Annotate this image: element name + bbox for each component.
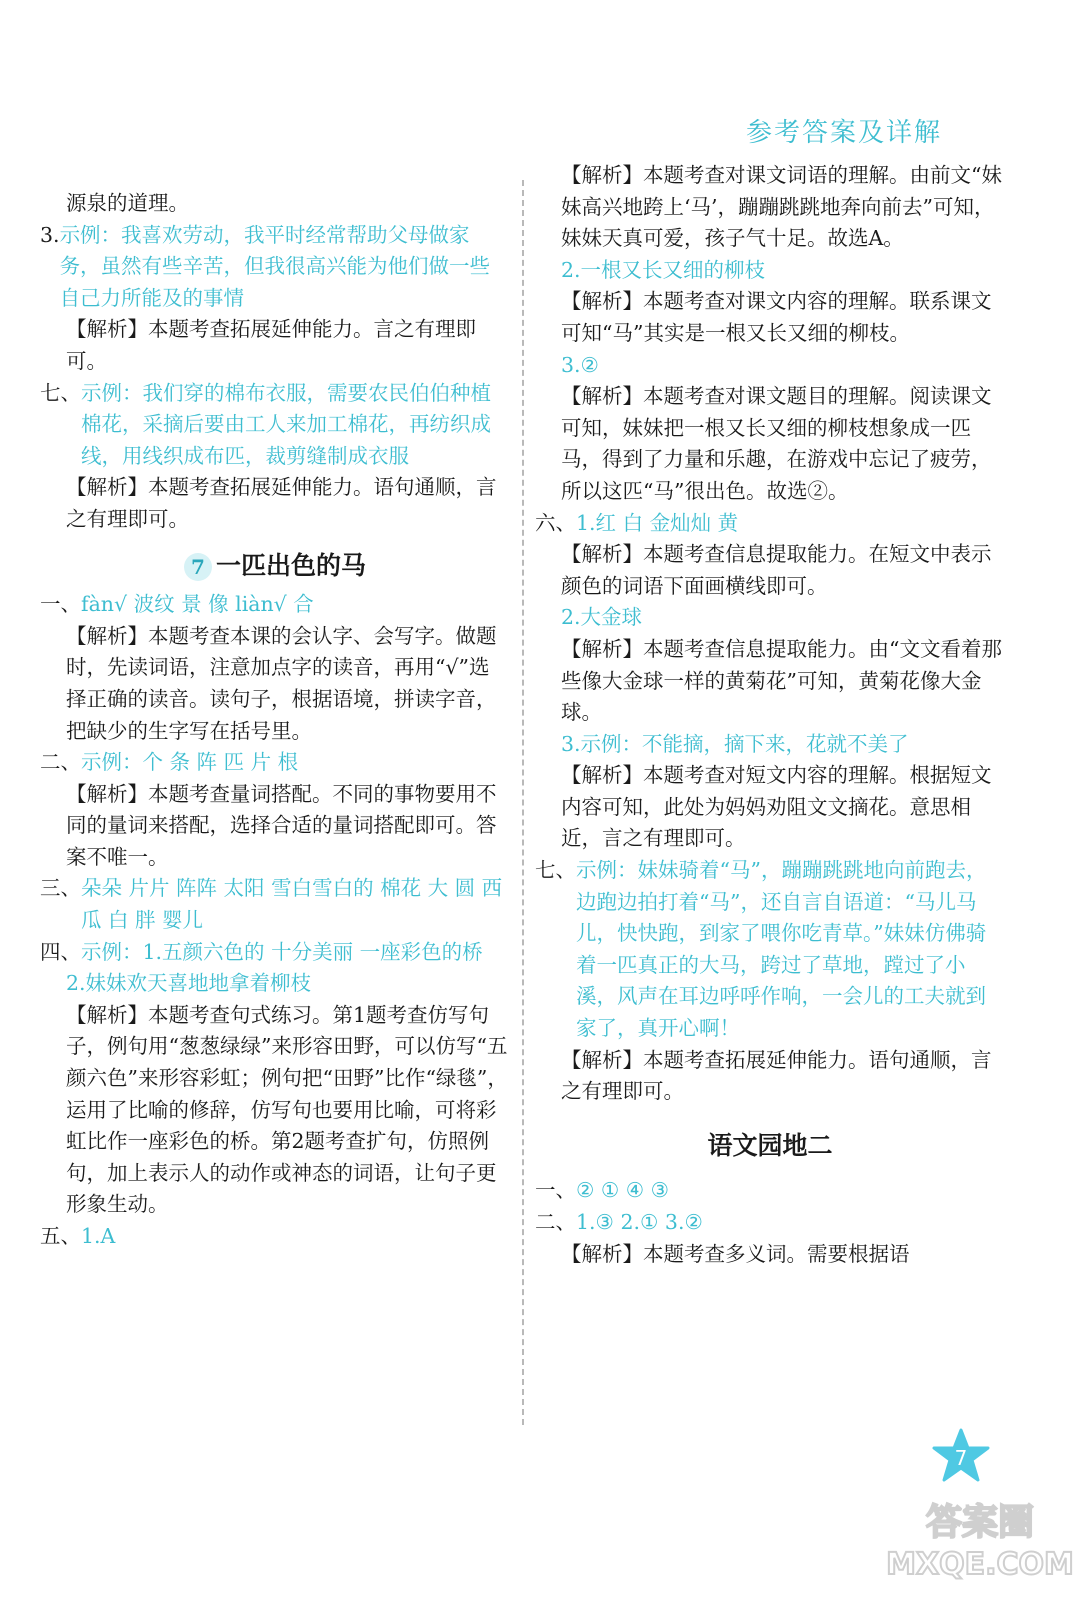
- question-number: 四、: [40, 939, 81, 964]
- explanation-line: [535, 1239, 1005, 1271]
- answer-text: 2.一根又长又细的柳枝: [561, 257, 766, 282]
- explanation-line: [40, 779, 510, 874]
- answer-text: ② ① ④ ③: [576, 1178, 670, 1203]
- answer-line: [535, 602, 1005, 634]
- answer-text: 1.红 白 金灿灿 黄: [576, 510, 739, 535]
- lesson-title: [40, 550, 510, 582]
- explanation-text: 【解析】本题考查本课的会认字、会写字。做题时，先读词语，注意加点字的读音，再用“√”选择正确的读音。读句子，根据语境，拼读字音，把缺少的生字写在括号里。: [66, 623, 497, 743]
- answer-text: 示例：1.五颜六色的 十分美丽 一座彩色的桥: [81, 939, 483, 964]
- page-header-title: 参考答案及详解: [745, 118, 942, 148]
- question-number: 一、: [535, 1178, 576, 1203]
- answer-text: 朵朵 片片 阵阵 太阳 雪白雪白的 棉花 大 圆 西瓜 白 胖 婴儿: [81, 876, 503, 933]
- explanation-line: [40, 1000, 510, 1221]
- explanation-line: [40, 472, 510, 535]
- answer-line: [535, 255, 1005, 287]
- lesson-title-text: 一匹出色的马: [215, 550, 366, 580]
- lesson-number-badge: 7: [184, 553, 212, 581]
- answer-line: [40, 747, 510, 779]
- page-number-star-icon: [932, 1428, 990, 1486]
- answer-line: [40, 873, 510, 936]
- explanation-text: 【解析】本题考查拓展延伸能力。语句通顺，言之有理即可。: [561, 1047, 992, 1104]
- watermark-logo: [885, 1492, 1075, 1582]
- explanation-text: 【解析】本题考查量词搭配。不同的事物要用不同的量词来搭配，选择合适的量词搭配即可。答案不唯一。: [66, 781, 497, 869]
- answer-text: 1.A: [81, 1224, 116, 1248]
- svg-text:MXQE.COM: MXQE.COM: [886, 1547, 1074, 1582]
- explanation-text: 源泉的道理。: [66, 191, 189, 215]
- explanation-line: [535, 539, 1005, 602]
- right-column: [535, 160, 1005, 1270]
- explanation-line: [535, 286, 1005, 349]
- answer-text: fàn√ 波纹 景 像 liàn√ 合: [81, 592, 314, 617]
- answer-line: [535, 855, 1005, 1045]
- explanation-line: [535, 634, 1005, 729]
- question-number: 3.: [40, 222, 60, 247]
- question-number: 二、: [40, 750, 81, 775]
- answer-line: [535, 1207, 1005, 1239]
- explanation-line: [40, 621, 510, 747]
- explanation-text: 【解析】本题考查对短文内容的理解。根据短文内容可知，此处为妈妈劝阻文文摘花。意思相近，言之有理即可。: [561, 763, 992, 851]
- answer-text: 示例：我们穿的棉布衣服，需要农民伯伯种植棉花，采摘后要由工人来加工棉花，再纺织成线，用线织成布匹，裁剪缝制成衣服: [81, 380, 491, 468]
- question-number: 二、: [535, 1210, 576, 1234]
- explanation-text: 【解析】本题考查信息提取能力。由“文文看着那些像大金球一样的黄菊花”可知，黄菊花像大金球。: [561, 636, 1002, 725]
- explanation-text: 【解析】本题考查拓展延伸能力。语句通顺，言之有理即可。: [66, 475, 497, 531]
- left-column: [40, 188, 510, 1253]
- answer-line: [40, 220, 510, 315]
- explanation-line: [535, 381, 1005, 507]
- answer-line: [535, 350, 1005, 382]
- explanation-text: 【解析】本题考查对课文题目的理解。阅读课文可知，妹妹把一根又长又细的柳枝想象成一匹马，得到了力量和乐趣，在游戏中忘记了疲劳，所以这匹“马”很出色。故选②。: [561, 384, 992, 503]
- answer-text: 2.大金球: [561, 605, 643, 630]
- question-number: 三、: [40, 876, 81, 901]
- explanation-line: [535, 160, 1005, 255]
- section-title: 语文园地二: [707, 1130, 833, 1160]
- explanation-line: [40, 314, 510, 377]
- answer-line: [40, 1221, 510, 1253]
- answer-line: [40, 589, 510, 621]
- answer-line: [535, 729, 1005, 761]
- answer-line: [40, 968, 510, 1000]
- explanation-line: [535, 1045, 1005, 1108]
- explanation-text: 【解析】本题考查拓展延伸能力。言之有理即可。: [66, 317, 476, 373]
- answer-text: 3.示例：不能摘，摘下来，花就不美了: [561, 731, 909, 756]
- explanation-text: 【解析】本题考查对课文内容的理解。联系课文可知“马”其实是一根又长又细的柳枝。: [561, 289, 992, 345]
- answer-text: 示例：妹妹骑着“马”，蹦蹦跳跳地向前跑去，边跑边拍打着“马”，还自言自语道：“马儿马儿，快快跑，到家了喂你吃青草。”妹妹仿佛骑着一匹真正的大马，跨过了草地，蹚过了小溪，风声在耳边呼呼作响，一会儿的工夫就到家了，真开心啊！: [576, 858, 987, 1041]
- answer-text: 2.妹妹欢天喜地地拿着柳枝: [66, 971, 312, 996]
- explanation-text: 【解析】本题考查信息提取能力。在短文中表示颜色的词语下面画横线即可。: [561, 542, 992, 598]
- svg-text:答案圈: 答案圈: [925, 1502, 1035, 1543]
- explanation-text: 【解析】本题考查多义词。需要根据语: [561, 1241, 910, 1266]
- answer-line: [40, 378, 510, 473]
- question-number: 六、: [535, 510, 576, 535]
- answer-text: 3.②: [561, 352, 599, 377]
- question-number: 五、: [40, 1224, 81, 1248]
- answer-text: 示例：个 条 阵 匹 片 根: [81, 750, 299, 775]
- question-number: 七、: [40, 380, 81, 405]
- question-number: 七、: [535, 858, 576, 883]
- explanation-line: [535, 760, 1005, 855]
- explanation-line: [40, 188, 510, 220]
- question-number: 一、: [40, 592, 81, 617]
- column-divider: [522, 180, 524, 1425]
- answer-line: [40, 937, 510, 969]
- answer-text: 示例：我喜欢劳动，我平时经常帮助父母做家务，虽然有些辛苦，但我很高兴能为他们做一些自己力所能及的事情: [59, 222, 491, 310]
- answer-line: [535, 508, 1005, 540]
- explanation-text: 【解析】本题考查句式练习。第1题考查仿写句子，例句用“葱葱绿绿”来形容田野，可以仿写“五颜六色”来形容彩虹；例句把“田野”比作“绿毯”，运用了比喻的修辞，仿写句也要用比喻，可将彩虹比作一座彩色的桥。第2题考查扩句，仿照例句，加上表示人的动作或神态的词语，让句子更形象生动。: [66, 1002, 508, 1217]
- answer-text: 1.③ 2.① 3.②: [576, 1210, 703, 1234]
- explanation-text: 【解析】本题考查对课文词语的理解。由前文“妹妹高兴地跨上‘马’，蹦蹦跳跳地奔向前去”可知，妹妹天真可爱，孩子气十足。故选A。: [561, 163, 1002, 251]
- answer-line: [535, 1175, 1005, 1207]
- page-number: 7: [954, 1446, 968, 1470]
